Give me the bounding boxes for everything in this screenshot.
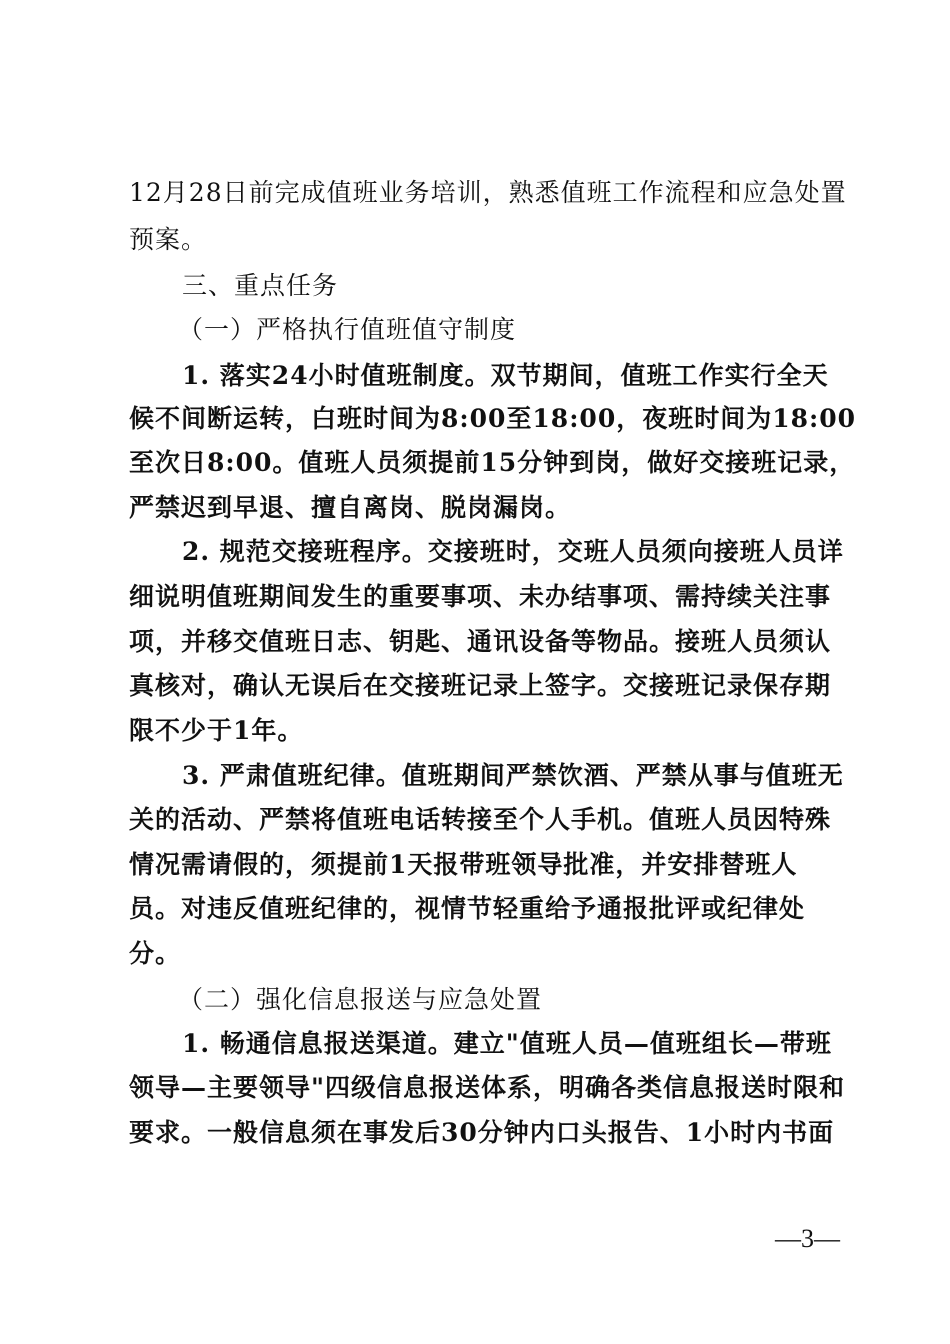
section-heading: 三、重点任务 [182, 271, 339, 300]
body-text-line: 关的活动、严禁将值班电话转接至个人手机。值班人员因特殊 [129, 805, 832, 834]
body-text-line: 要求。一般信息须在事发后30分钟内口头报告、1小时内书面 [129, 1118, 835, 1147]
body-text-line: 1. 落实24小时值班制度。双节期间，值班工作实行全天 [182, 361, 829, 390]
body-text-line: 限不少于1年。 [129, 716, 304, 745]
body-text-line: 严禁迟到早退、擅自离岗、脱岗漏岗。 [129, 493, 572, 522]
body-text-line: 员。对违反值班纪律的，视情节轻重给予通报批评或纪律处 [129, 894, 806, 923]
body-text-line: 预案。 [129, 225, 208, 254]
subsection-heading: （一）严格执行值班值守制度 [178, 315, 517, 344]
body-text-line: 情况需请假的，须提前1天报带班领导批准，并安排替班人 [129, 850, 798, 879]
body-text-line: 1. 畅通信息报送渠道。建立"值班人员—值班组长—带班 [182, 1029, 832, 1058]
body-text-line: 12月28日前完成值班业务培训，熟悉值班工作流程和应急处置 [129, 178, 847, 207]
body-text-line: 真核对，确认无误后在交接班记录上签字。交接班记录保存期 [129, 671, 832, 700]
body-text-line: 至次日8:00。值班人员须提前15分钟到岗，做好交接班记录， [129, 448, 856, 477]
body-text-line: 细说明值班期间发生的重要事项、未办结事项、需持续关注事 [129, 582, 832, 611]
body-text-line: 候不间断运转，白班时间为8:00至18:00，夜班时间为18:00 [129, 404, 857, 433]
body-text-line: 项，并移交值班日志、钥匙、通讯设备等物品。接班人员须认 [129, 627, 832, 656]
body-text-line: 领导—主要领导"四级信息报送体系，明确各类信息报送时限和 [129, 1073, 846, 1102]
subsection-heading: （二）强化信息报送与应急处置 [178, 985, 543, 1014]
page-number: —3— [775, 1224, 840, 1253]
body-text-line: 2. 规范交接班程序。交接班时，交班人员须向接班人员详 [182, 537, 844, 566]
body-text-line: 分。 [129, 939, 182, 968]
body-text-line: 3. 严肃值班纪律。值班期间严禁饮酒、严禁从事与值班无 [182, 761, 844, 790]
